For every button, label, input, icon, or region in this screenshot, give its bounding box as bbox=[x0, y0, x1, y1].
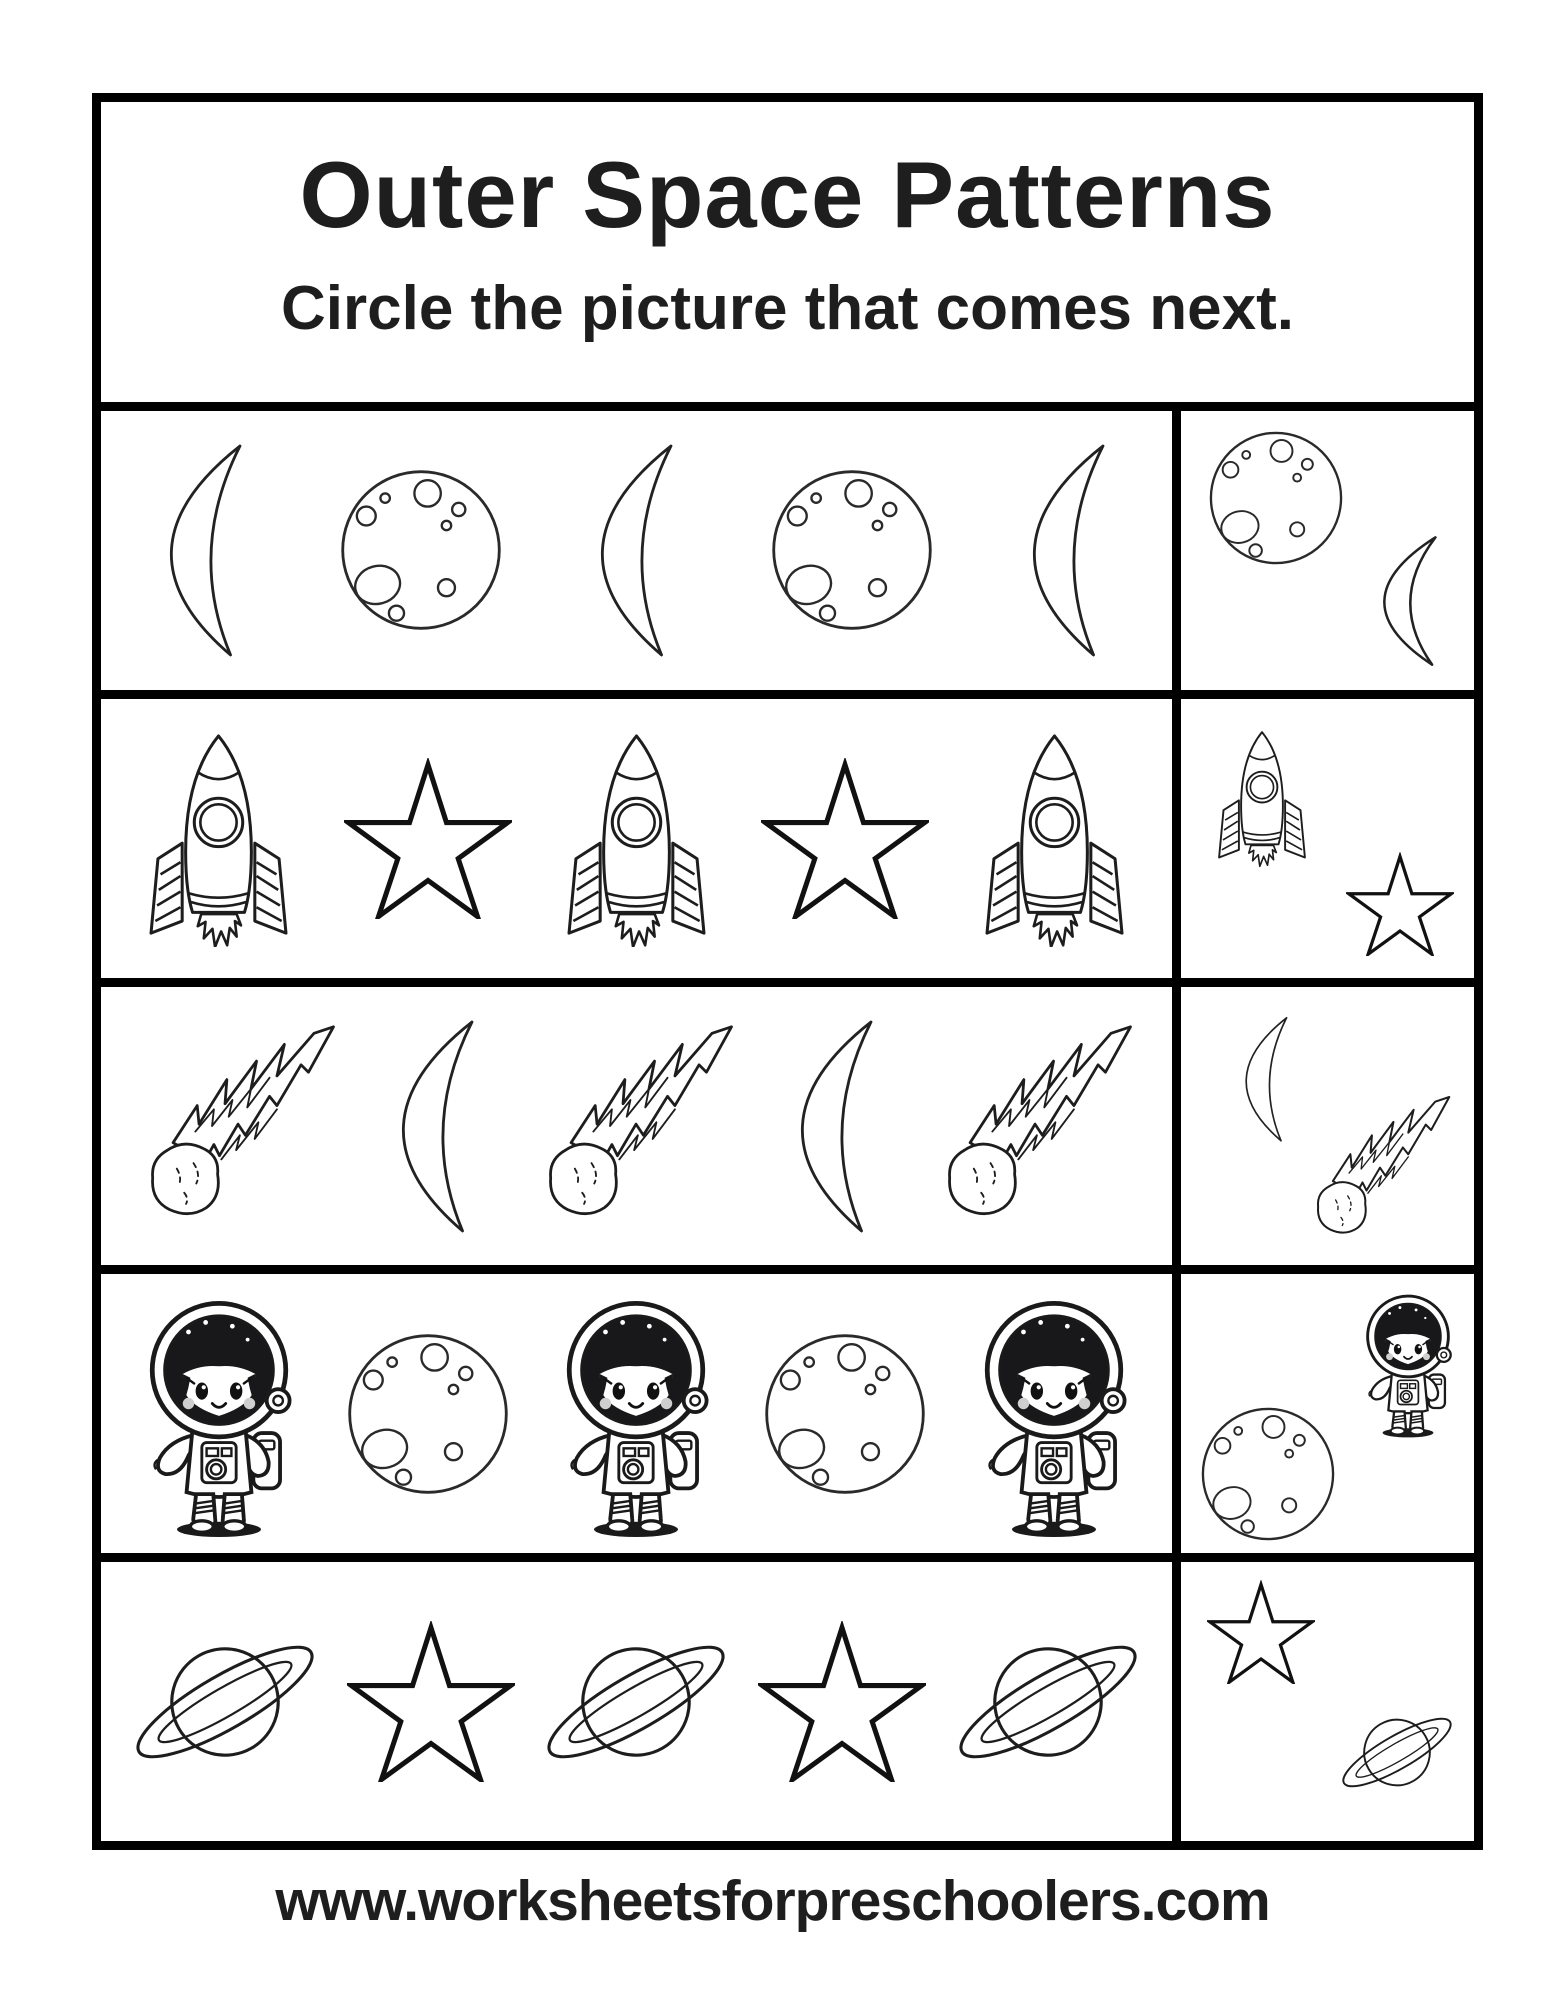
comet-icon bbox=[933, 1024, 1137, 1228]
answer-choices-cell bbox=[1172, 1562, 1474, 1841]
full-moon-icon bbox=[769, 467, 935, 633]
pattern-row-saturn-star-pattern bbox=[101, 1553, 1474, 1841]
answer-choices-cell bbox=[1172, 699, 1474, 978]
star-icon bbox=[761, 758, 929, 919]
sequence-cell bbox=[101, 1562, 1172, 1841]
full-moon-icon[interactable] bbox=[1199, 1405, 1337, 1543]
footer-website: www.worksheetsforpreschoolers.com bbox=[275, 1869, 1270, 1933]
crescent-moon-icon bbox=[784, 1017, 888, 1235]
astronaut-icon bbox=[550, 1290, 722, 1538]
comet-icon bbox=[136, 1024, 340, 1228]
comet-icon[interactable] bbox=[1306, 1095, 1454, 1243]
answer-choices-cell bbox=[1172, 411, 1474, 690]
crescent-moon-icon bbox=[153, 441, 257, 659]
pattern-rows bbox=[101, 411, 1474, 1841]
sequence-cell bbox=[101, 1274, 1172, 1553]
star-icon bbox=[347, 1621, 515, 1782]
full-moon-icon bbox=[762, 1331, 928, 1497]
sequence-cell bbox=[101, 699, 1172, 978]
pattern-row-comet-crescent-pattern bbox=[101, 978, 1474, 1266]
rocket-icon bbox=[550, 729, 723, 947]
saturn-planet-icon[interactable] bbox=[1334, 1694, 1460, 1811]
saturn-planet-icon bbox=[946, 1607, 1150, 1797]
rocket-icon bbox=[132, 729, 305, 947]
pattern-row-rocket-star-pattern bbox=[101, 690, 1474, 978]
astronaut-icon bbox=[133, 1290, 305, 1538]
comet-icon bbox=[534, 1024, 738, 1228]
answer-choices-cell bbox=[1172, 1274, 1474, 1553]
crescent-moon-icon bbox=[385, 1017, 489, 1235]
rocket-icon bbox=[968, 729, 1141, 947]
pattern-row-crescent-moon-pattern bbox=[101, 411, 1474, 690]
astronaut-icon[interactable] bbox=[1356, 1288, 1460, 1438]
star-icon bbox=[758, 1621, 926, 1782]
sequence-cell bbox=[101, 411, 1172, 690]
rocket-icon[interactable] bbox=[1207, 717, 1317, 877]
crescent-moon-icon[interactable] bbox=[1370, 534, 1454, 668]
saturn-planet-icon bbox=[534, 1607, 738, 1797]
pattern-row-astronaut-moon-pattern bbox=[101, 1265, 1474, 1553]
worksheet-header bbox=[101, 102, 1474, 411]
answer-choices-cell bbox=[1172, 987, 1474, 1266]
star-icon[interactable] bbox=[1207, 1580, 1315, 1684]
worksheet-instruction: Circle the picture that comes next. bbox=[281, 273, 1294, 343]
full-moon-icon[interactable] bbox=[1207, 429, 1345, 567]
star-icon bbox=[344, 758, 512, 919]
crescent-moon-icon bbox=[584, 441, 688, 659]
worksheet-border bbox=[92, 93, 1483, 1850]
full-moon-icon bbox=[345, 1331, 511, 1497]
full-moon-icon bbox=[338, 467, 504, 633]
astronaut-icon bbox=[968, 1290, 1140, 1538]
sequence-cell bbox=[101, 987, 1172, 1266]
crescent-moon-icon bbox=[1016, 441, 1120, 659]
crescent-moon-icon[interactable] bbox=[1235, 1015, 1297, 1143]
saturn-planet-icon bbox=[123, 1607, 327, 1797]
worksheet-title: Outer Space Patterns bbox=[299, 142, 1276, 247]
star-icon[interactable] bbox=[1346, 852, 1454, 956]
